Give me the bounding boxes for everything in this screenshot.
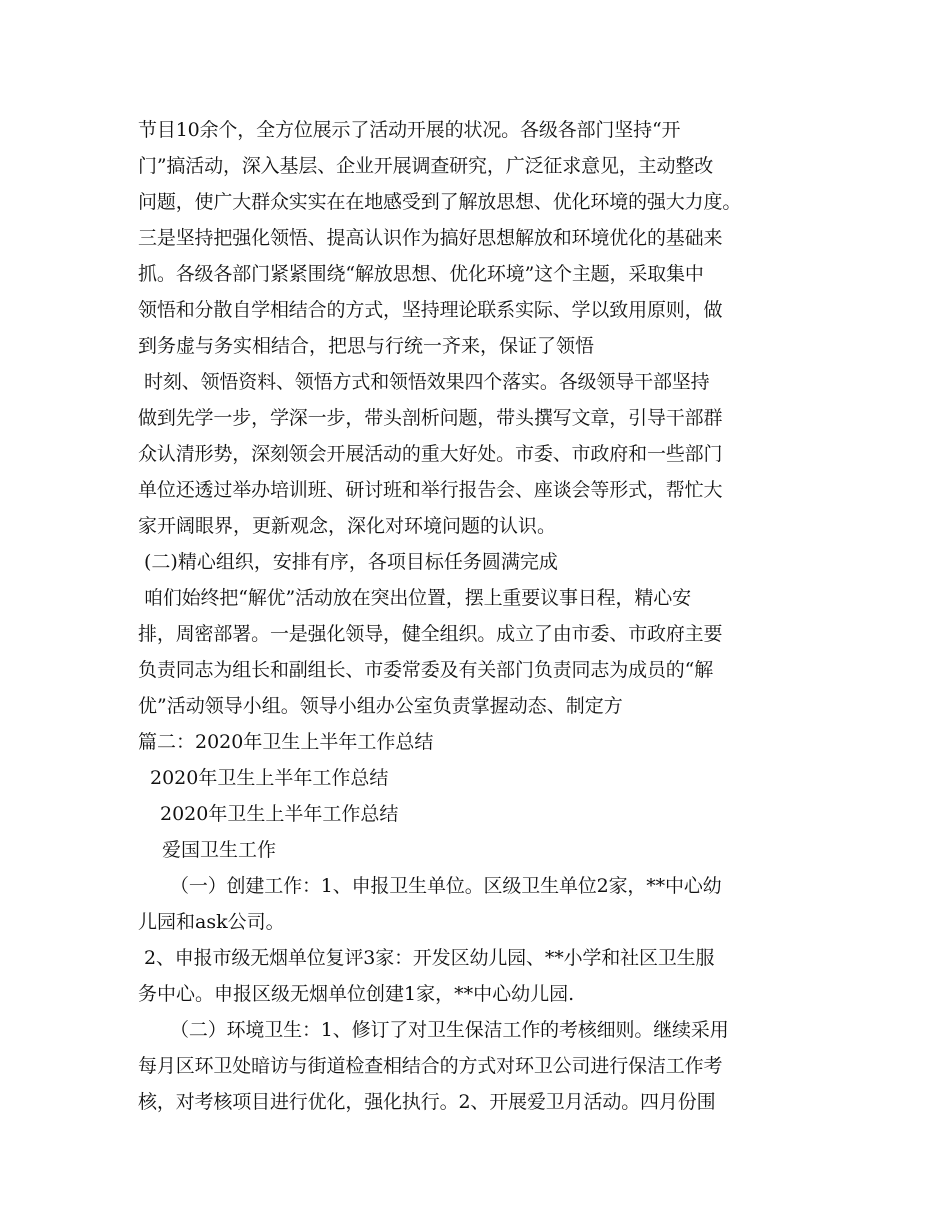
document-body — [138, 112, 828, 1120]
text-line: 领悟和分散自学相结合的方式，坚持理论联系实际、学以致用原则，做 — [138, 299, 723, 321]
title-line: 2020年卫生上半年工作总结 — [160, 803, 399, 825]
text-line: 2、申报市级无烟单位复评3家：开发区幼儿园、**小学和社区卫生服 — [144, 947, 715, 969]
text-line: 咱们始终把“解优”活动放在突出位置，摆上重要议事日程，精心安 — [144, 587, 691, 609]
text-line: 优”活动领导小组。领导小组办公室负责掌握动态、制定方 — [138, 695, 623, 717]
text-line: （一）创建工作：1、申报卫生单位。区级卫生单位2家，**中心幼 — [170, 875, 722, 897]
text-line: 务中心。申报区级无烟单位创建1家，**中心幼儿园. — [138, 983, 575, 1005]
section-heading: 爱国卫生工作 — [162, 839, 277, 861]
text-line: 节目10余个，全方位展示了活动开展的状况。各级各部门坚持“开 — [138, 119, 681, 141]
text-line: 儿园和ask公司。 — [138, 911, 285, 933]
text-line: 核，对考核项目进行优化，强化执行。2、开展爱卫月活动。四月份围 — [138, 1091, 716, 1113]
text-line: 单位还透过举办培训班、研讨班和举行报告会、座谈会等形式，帮忙大 — [138, 479, 723, 501]
title-line: 2020年卫生上半年工作总结 — [150, 767, 389, 789]
article-heading: 篇二：2020年卫生上半年工作总结 — [138, 731, 434, 753]
text-line: （二）环境卫生：1、修订了对卫生保洁工作的考核细则。继续采用 — [170, 1019, 729, 1041]
text-line: 抓。各级各部门紧紧围绕“解放思想、优化环境”这个主题，采取集中 — [138, 263, 704, 285]
text-line: 负责同志为组长和副组长、市委常委及有关部门负责同志为成员的“解 — [138, 659, 714, 681]
text-line: 问题，使广大群众实实在在地感受到了解放思想、优化环境的强大力度。 — [138, 191, 742, 213]
text-line: 每月区环卫处暗访与街道检查相结合的方式对环卫公司进行保洁工作考 — [138, 1055, 723, 1077]
text-line: 众认清形势，深刻领会开展活动的重大好处。市委、市政府和一些部门 — [138, 443, 723, 465]
text-line: 到务虚与务实相结合，把思与行统一齐来，保证了领悟 — [138, 335, 595, 357]
text-line: 家开阔眼界，更新观念，深化对环境问题的认识。 — [138, 515, 557, 537]
text-line: 排，周密部署。一是强化领导，健全组织。成立了由市委、市政府主要 — [138, 623, 723, 645]
text-line: 时刻、领悟资料、领悟方式和领悟效果四个落实。各级领导干部坚持 — [144, 371, 710, 393]
section-heading: (二)精心组织，安排有序，各项目标任务圆满完成 — [144, 551, 558, 573]
text-line: 门”搞活动，深入基层、企业开展调查研究，广泛征求意见，主动整改 — [138, 155, 714, 177]
text-line: 做到先学一步，学深一步，带头剖析问题，带头撰写文章，引导干部群 — [138, 407, 723, 429]
text-line: 三是坚持把强化领悟、提高认识作为搞好思想解放和环境优化的基础来 — [138, 227, 723, 249]
